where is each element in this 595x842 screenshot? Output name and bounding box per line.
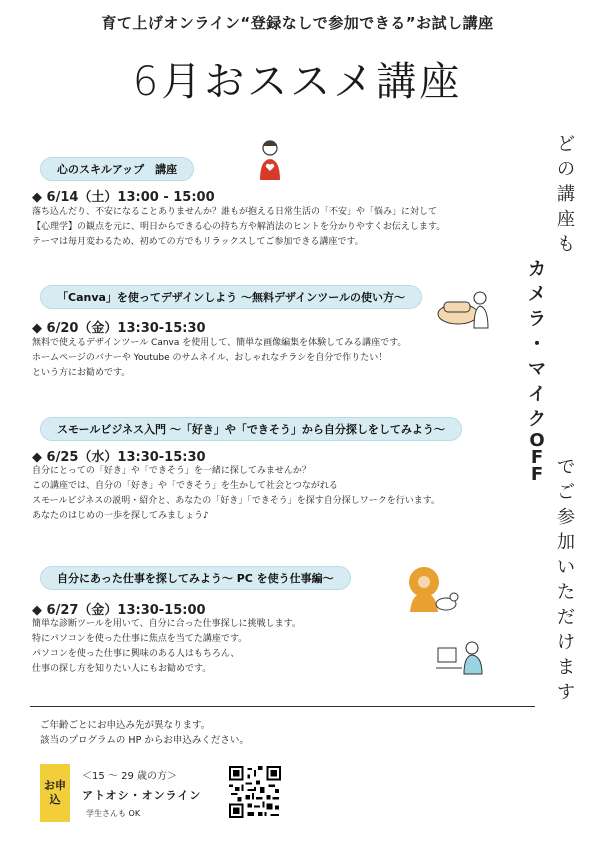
course-4-date: ◆ 6/27（金）13:30-15:00 (32, 603, 206, 618)
org-name[interactable]: アトオシ・オンライン (82, 789, 202, 802)
course-4-line: 特にパソコンを使った仕事に焦点を当てた講座です。 (32, 634, 248, 644)
course-1-description (32, 205, 445, 250)
course-2-line: 無料で使えるデザインツール Canva を使用して、簡単な画像編集を体験してみる講座です。 (32, 338, 407, 348)
footer-divider (30, 706, 535, 707)
student-ok-note: 学生さんも OK (86, 809, 141, 818)
notice-line-2: 該当のプログラムの HP からお申込みください。 (40, 735, 249, 746)
header-subtitle: 育て上げオンライン“登録なしで参加できる”お試し講座 (101, 14, 494, 32)
course-2-line: ホームページのバナーや Youtube のサムネイル、おしゃれなチラシを自分で作りたい！ (32, 353, 388, 363)
course-3-date: ◆ 6/25（水）13:30-15:30 (32, 450, 206, 465)
course-4-description (32, 617, 301, 677)
course-4-line: パソコンを使った仕事に興味のある人はもちろん、 (32, 649, 240, 659)
vertical-text-column-2: カ メ ラ ・ マ イ ク O F F (528, 259, 546, 485)
course-4-line: 仕事の探し方を知りたい人にもお勧めです。 (32, 664, 212, 674)
course-1-line: 【心理学】の観点を元に、明日からできる心の持ち方や解消法のヒントを分かりやすくお伝えします。 (32, 222, 446, 232)
course-3-line: あなたのはじめの一歩を探してみましょう♪ (32, 511, 209, 521)
course-3-line: スモールビジネスの説明・紹介と、あなたの「好き」「できそう」を探す自分探しワークを行います。 (32, 496, 440, 506)
vertical-text-column-3: で ご 参 加 い た だ け ま す (557, 457, 575, 703)
course-1-line: テーマは毎月変わるため、初めての方でもリラックスしてご参加できる講座です。 (32, 237, 364, 247)
course-1-date: ◆ 6/14（土）13:00 - 15:00 (32, 190, 215, 205)
age-range: ＜15 ～ 29 歳の方＞ (82, 771, 177, 782)
course-3-description (32, 464, 440, 524)
course-2-date: ◆ 6/20（金）13:30-15:30 (32, 321, 206, 336)
apply-label-1: お申 (44, 779, 66, 792)
course-2-description (32, 336, 406, 381)
page-title: 6月おススメ講座 (132, 59, 463, 105)
course-1-line: 落ち込んだり、不安になることありませんか？誰もが抱える日常生活の「不安」や「悩み」に対して (32, 207, 438, 217)
course-2-line: という方にお勧めです。 (32, 368, 131, 378)
course-1-title-pill: 心のスキルアップ 講座 (40, 157, 194, 181)
course-4-title-pill: 自分にあった仕事を探してみよう～ PC を使う仕事編～ (40, 566, 351, 590)
course-3-line: この講座では、自分の「好き」や「できそう」を生かして社会とつながれる (32, 481, 338, 491)
course-4-line: 簡単な診断ツールを用いて、自分に合った仕事探しに挑戦します。 (32, 619, 301, 629)
illustration-person-computer (436, 638, 486, 676)
footer-notice (40, 718, 249, 748)
course-3-line: 自分にとっての「好き」や「できそう」を一緒に探してみませんか？ (32, 466, 311, 476)
notice-line-1: ご年齢ごとにお申込み先が異なります。 (40, 720, 211, 731)
apply-badge (40, 764, 70, 822)
apply-label-2: 込 (49, 793, 61, 806)
course-2-title-pill: 「Canva」を使ってデザインしよう ～無料デザインツールの使い方～ (40, 285, 422, 309)
illustration-person-dog (404, 562, 460, 618)
vertical-text-column-1: ど の 講 座 も (557, 134, 575, 255)
illustration-person-heart (252, 135, 292, 185)
illustration-person-sofa (436, 284, 492, 332)
course-3-title-pill: スモールビジネス入門 ～「好き」や「できそう」から自分探しをしてみよう～ (40, 417, 462, 441)
qr-code[interactable] (229, 766, 281, 818)
